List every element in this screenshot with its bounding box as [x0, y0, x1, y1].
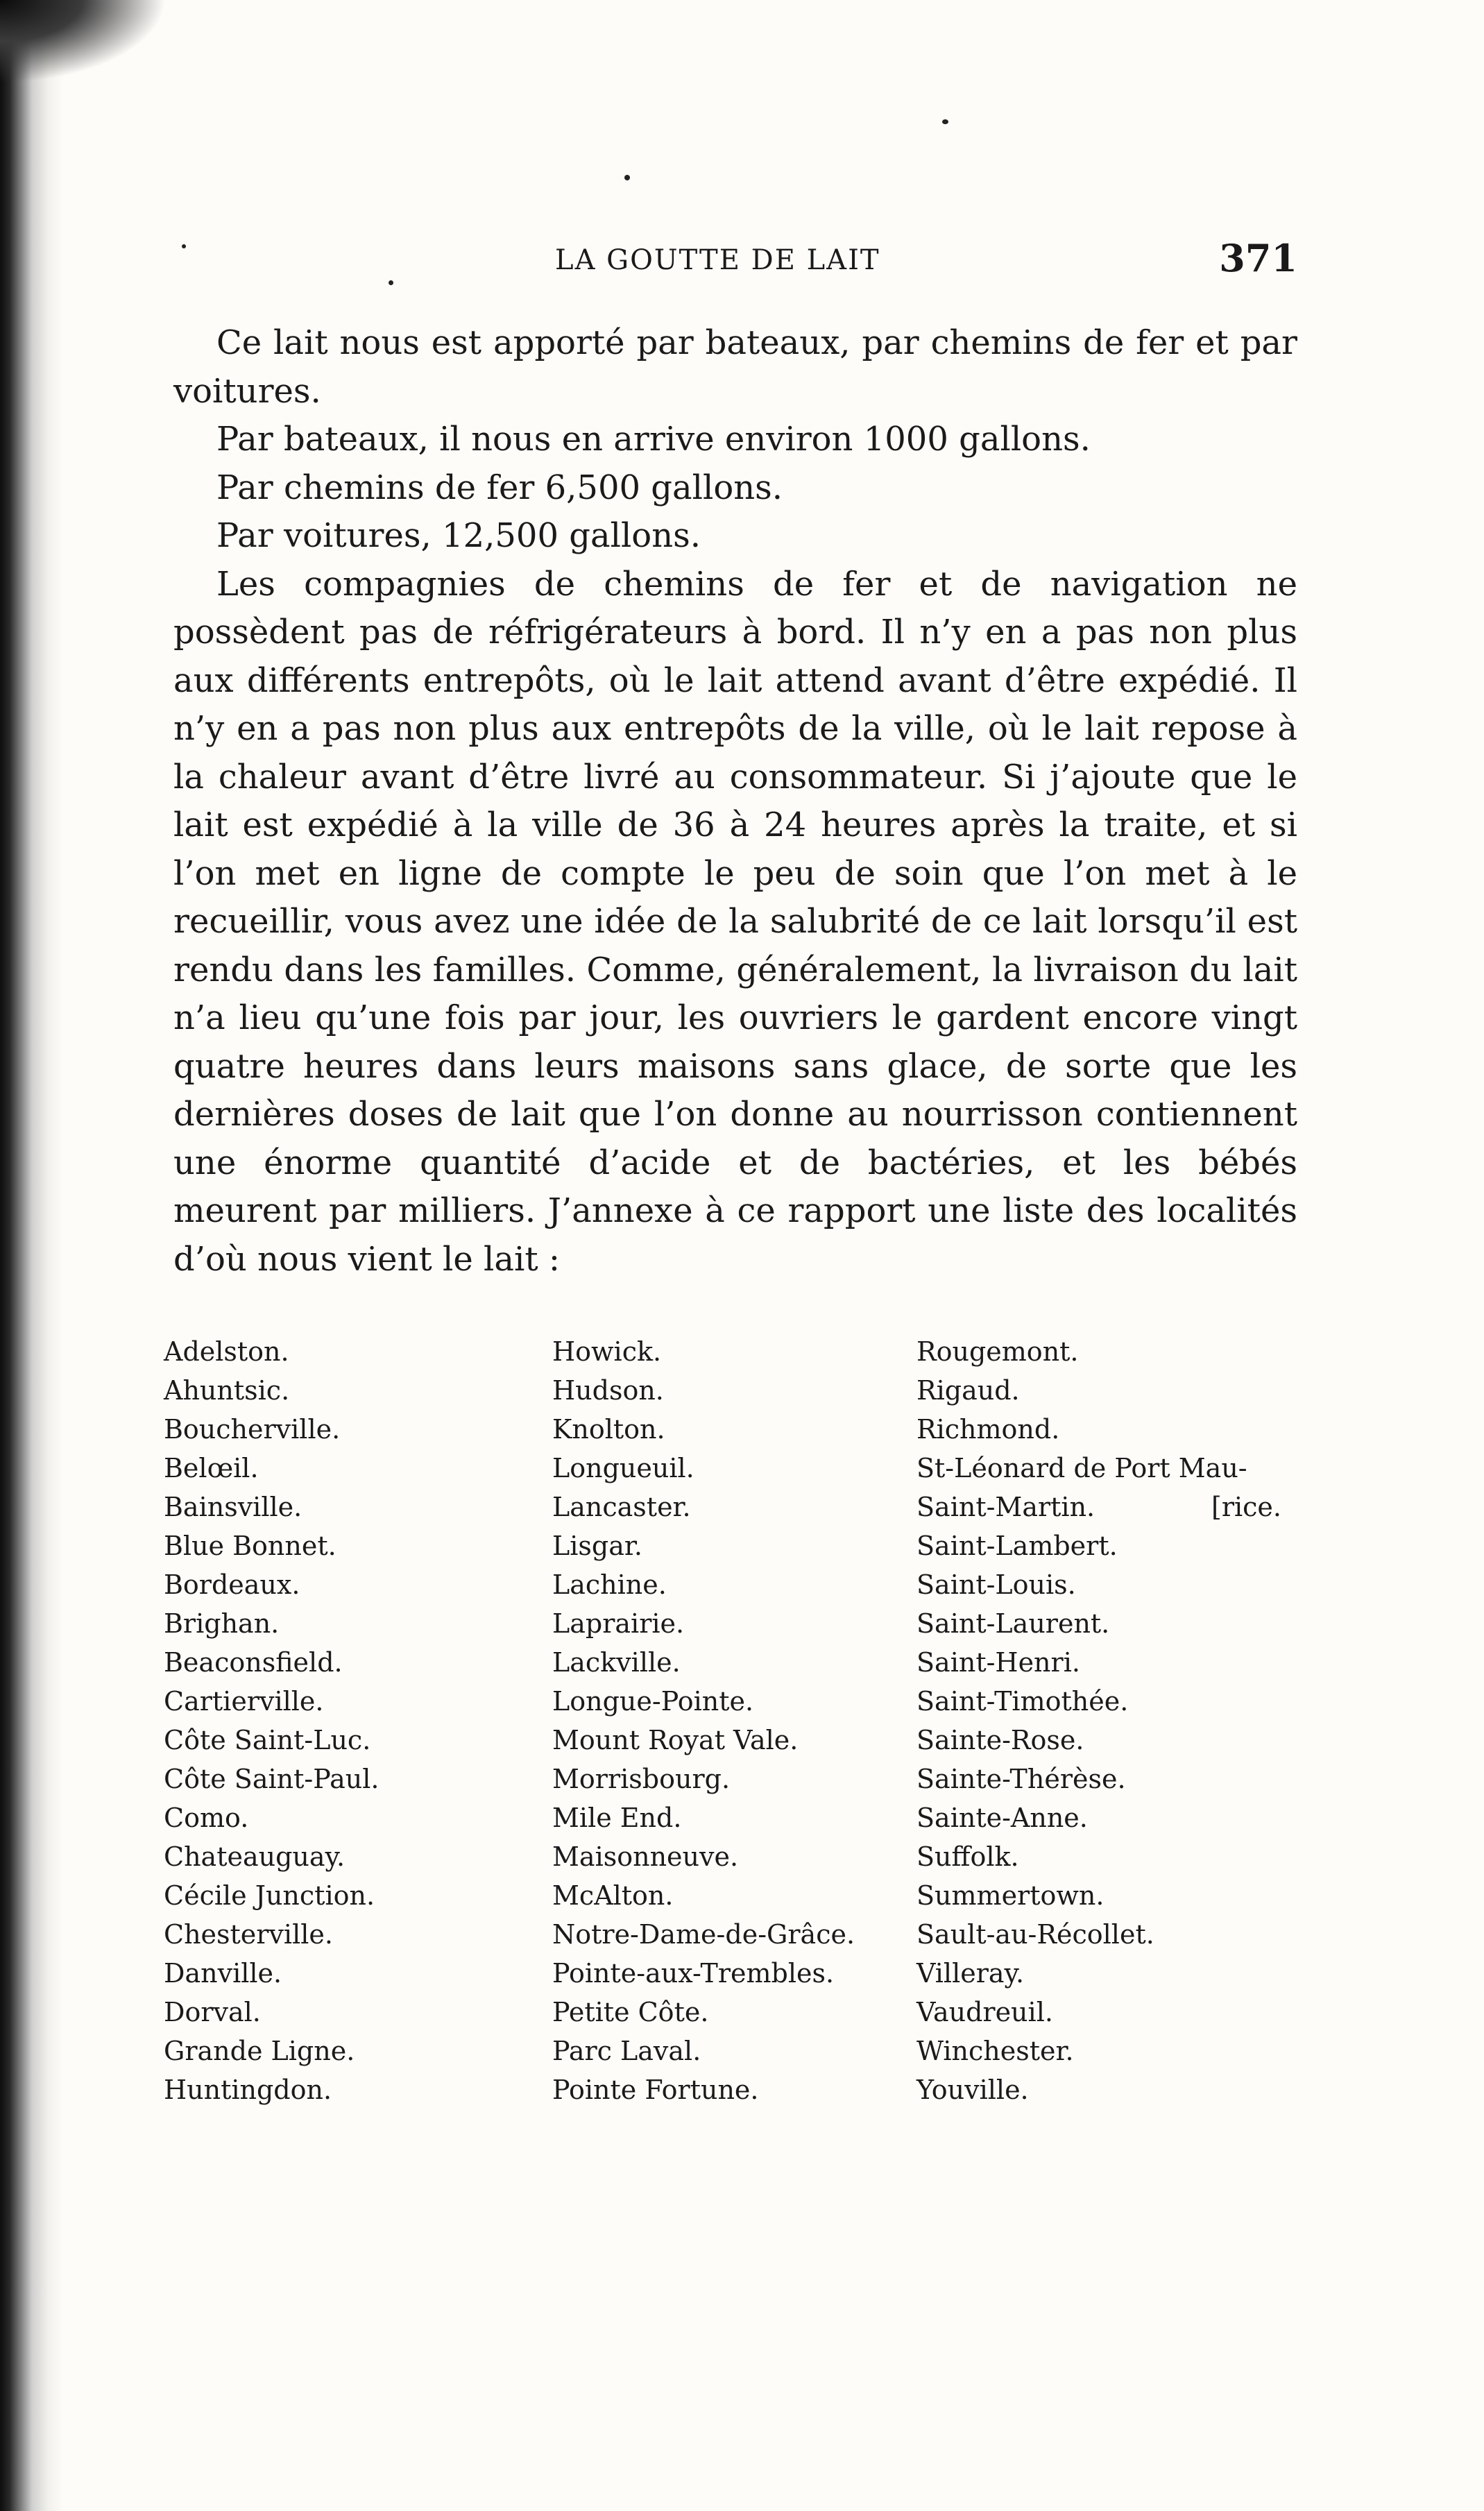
localities-column-1 — [164, 1332, 379, 2109]
locality-item: Morrisbourg. — [552, 1764, 731, 1794]
locality-item: Mile End. — [552, 1803, 682, 1833]
locality-item: Hudson. — [552, 1375, 664, 1406]
locality-item: Sainte-Rose. — [916, 1725, 1084, 1755]
locality-item: Sainte-Anne. — [916, 1803, 1088, 1833]
locality-item: Richmond. — [916, 1414, 1060, 1445]
page-corner-shadow — [0, 0, 167, 83]
locality-item: Blue Bonnet. — [164, 1531, 336, 1561]
locality-item: Ahuntsic. — [164, 1375, 290, 1406]
ink-speck — [624, 175, 630, 180]
locality-item: Beaconsfield. — [164, 1647, 343, 1678]
locality-item: Suffolk. — [916, 1841, 1019, 1872]
locality-item: Chesterville. — [164, 1919, 333, 1950]
locality-item: Laprairie. — [552, 1608, 685, 1639]
locality-item: Winchester. — [916, 2036, 1074, 2066]
locality-item: Saint-Henri. — [916, 1647, 1080, 1678]
locality-item: Dorval. — [164, 1997, 261, 2027]
locality-item: Lisgar. — [552, 1531, 642, 1561]
localities-column-3 — [916, 1332, 1247, 2109]
locality-item: Bainsville. — [164, 1492, 302, 1522]
locality-item: St-Léonard de Port Mau- — [916, 1453, 1247, 1483]
locality-item: Côte Saint-Paul. — [164, 1764, 379, 1794]
body-text — [173, 319, 1297, 1284]
locality-item: Saint-Louis. — [916, 1569, 1076, 1600]
locality-item: Sault-au-Récollet. — [916, 1919, 1154, 1950]
locality-item: Pointe-aux-Trembles. — [552, 1958, 835, 1989]
locality-item: Youville. — [916, 2075, 1029, 2105]
localities-list — [164, 1332, 1308, 2109]
hyphenation-continuation: [rice. — [1211, 1492, 1281, 1522]
locality-item: Lancaster. — [552, 1492, 691, 1522]
page-binding-shadow — [0, 0, 64, 2511]
locality-item: Howick. — [552, 1336, 662, 1367]
paragraph: Les compagnies de chemins de fer et de navigation ne possèdent pas de réfrigérateurs à bord. Il n’y en a pas non plus aux différents entrepôts, où le lait attend avant d’être expédié. Il n’y en a pas non plus aux entrepôts de la ville, où le lait repose à la chaleur avant d’être livré au consommateur. Si j’ajoute que le lait est expédié à la ville de 36 à 24 heures après la traite, et si l’on met en ligne de compte le peu de soin que l’on met à le recueillir, vous avez une idée de la salubrité de ce lait lorsqu’il est rendu dans les familles. Comme, généralement, la livraison du lait n’a lieu qu’une fois par jour, les ouvriers le gardent encore vingt quatre heures dans leurs maisons sans glace, de sorte que les dernières doses de lait que l’on donne au nourrisson contiennent une énorme quantité d’acide et de bactéries, et les bébés meurent par milliers. J’annexe à ce rapport une liste des localités d’où nous vient le lait : — [173, 564, 1297, 1279]
locality-item: Saint-Laurent. — [916, 1608, 1110, 1639]
locality-item: Chateauguay. — [164, 1841, 346, 1872]
locality-item: Saint-Martin. — [916, 1492, 1095, 1522]
locality-item: Grande Ligne. — [164, 2036, 355, 2066]
locality-item: Brighan. — [164, 1608, 280, 1639]
running-title: LA GOUTTE DE LAIT — [555, 244, 880, 276]
locality-item: Lachine. — [552, 1569, 667, 1600]
locality-item: Pointe Fortune. — [552, 2075, 759, 2105]
paragraph: Par bateaux, il nous en arrive environ 1000 gallons. — [216, 420, 1091, 459]
paragraph: Ce lait nous est apporté par bateaux, par chemins de fer et par voitures. — [173, 323, 1297, 411]
locality-item: Maisonneuve. — [552, 1841, 739, 1872]
paragraph: Par voitures, 12,500 gallons. — [216, 516, 701, 555]
locality-item: Rigaud. — [916, 1375, 1020, 1406]
locality-item: Cartierville. — [164, 1686, 324, 1717]
locality-item: Côte Saint-Luc. — [164, 1725, 371, 1755]
locality-item: Parc Laval. — [552, 2036, 701, 2066]
locality-item: Danville. — [164, 1958, 282, 1989]
locality-item: Belœil. — [164, 1453, 259, 1483]
locality-item: Knolton. — [552, 1414, 665, 1445]
locality-item: Vaudreuil. — [916, 1997, 1053, 2027]
locality-item: Cécile Junction. — [164, 1880, 375, 1911]
locality-item: Summertown. — [916, 1880, 1105, 1911]
ink-speck — [942, 119, 948, 124]
locality-item: Bordeaux. — [164, 1569, 300, 1600]
locality-item: Saint-Lambert. — [916, 1531, 1118, 1561]
locality-item: McAlton. — [552, 1880, 674, 1911]
locality-item: Saint-Timothée. — [916, 1686, 1129, 1717]
locality-item: Petite Côte. — [552, 1997, 709, 2027]
localities-column-2 — [552, 1332, 855, 2109]
locality-item: Rougemont. — [916, 1336, 1079, 1367]
locality-item: Longue-Pointe. — [552, 1686, 754, 1717]
locality-item: Sainte-Thérèse. — [916, 1764, 1126, 1794]
locality-item: Huntingdon. — [164, 2075, 332, 2105]
locality-item: Como. — [164, 1803, 249, 1833]
locality-item: Lackville. — [552, 1647, 681, 1678]
page-header — [173, 236, 1297, 284]
locality-item: Longueuil. — [552, 1453, 694, 1483]
page-number: 371 — [1219, 236, 1297, 280]
locality-item: Boucherville. — [164, 1414, 341, 1445]
locality-item: Mount Royat Vale. — [552, 1725, 799, 1755]
locality-item: Adelston. — [164, 1336, 289, 1367]
paragraph: Par chemins de fer 6,500 gallons. — [216, 468, 783, 507]
locality-item: Villeray. — [916, 1958, 1025, 1989]
locality-item: Notre-Dame-de-Grâce. — [552, 1919, 855, 1950]
